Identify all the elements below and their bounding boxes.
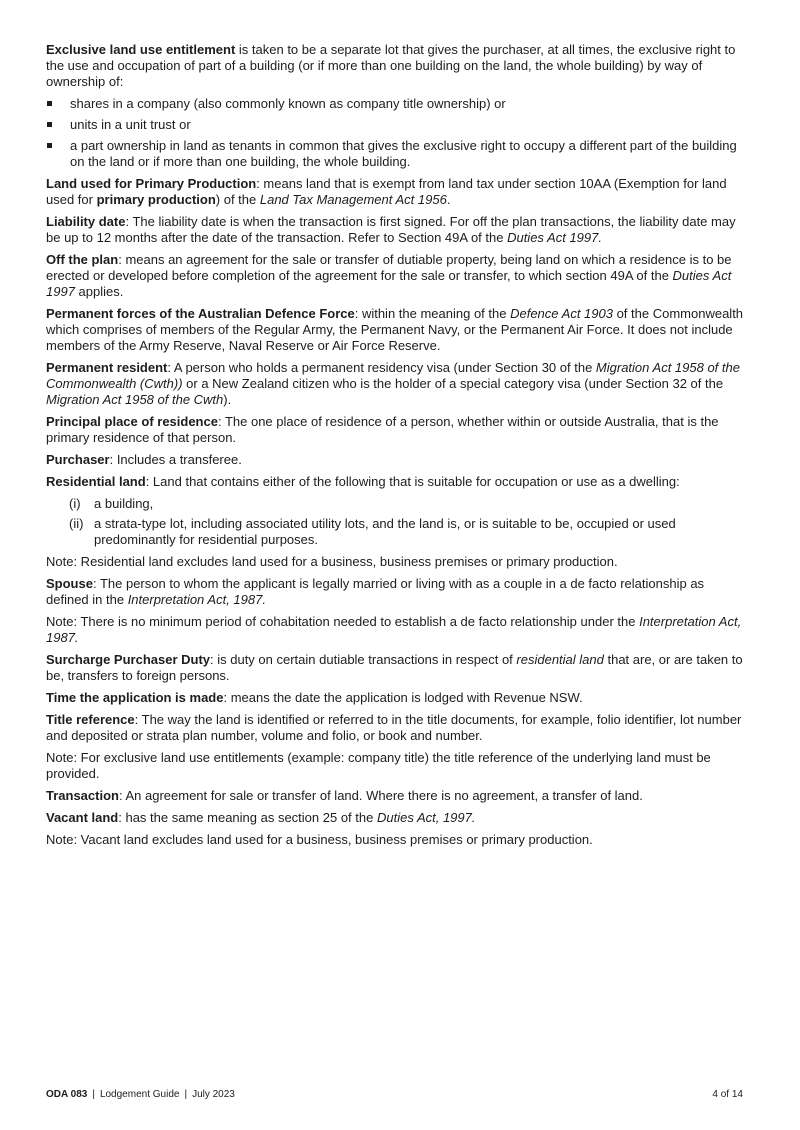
- list-item: units in a unit trust or: [46, 117, 746, 133]
- definition-surcharge-purchaser-duty: Surcharge Purchaser Duty: is duty on certain dutiable transactions in respect of residential land that are, or are taken to be, transfers to foreign persons.: [46, 652, 743, 683]
- definition-principal-residence: Principal place of residence: The one place of residence of a person, whether within or outside Australia, that is the primary residence of that person.: [46, 414, 719, 445]
- form-code: ODA 083: [46, 1089, 88, 1100]
- ownership-bullet-list: [46, 96, 746, 170]
- definition-permanent-forces: Permanent forces of the Australian Defence Force: within the meaning of the Defence Act 1903 of the Commonwealth which comprises of members of the Regular Army, the Permanent Navy, or the Permanent Air Force. It does not include members of the Army Reserve, Naval Reserve or Air Force Reserve.: [46, 306, 744, 353]
- definition-time-application-made: Time the application is made: means the date the application is lodged with Revenue NSW.: [46, 690, 583, 705]
- document-body: [46, 42, 746, 854]
- footer-document-info: [46, 1089, 235, 1101]
- footer-separator: |: [184, 1089, 188, 1100]
- definition-off-the-plan: Off the plan: means an agreement for the sale or transfer of dutiable property, being land on which a residence is to be erected or developed before completion of the agreement for the sale or transfer, to which section 49A of the Duties Act 1997 applies.: [46, 252, 732, 299]
- term: Title reference: [46, 712, 135, 727]
- term: Surcharge Purchaser Duty: [46, 652, 211, 667]
- term: Permanent forces of the Australian Defence Force: [46, 306, 355, 321]
- definition-liability-date: Liability date: The liability date is when the transaction is first signed. For off the plan transactions, the liability date may be up to 12 months after the date of the transaction. Refer to Section 49A of the Duties Act 1997.: [46, 214, 736, 245]
- note-cohabitation: Note: There is no minimum period of cohabitation needed to establish a de facto relationship under the Interpretation Act, 1987.: [46, 614, 742, 645]
- term: Transaction: [46, 788, 119, 803]
- term: Principal place of residence: [46, 414, 218, 429]
- guide-name: Lodgement Guide: [99, 1089, 180, 1100]
- definition-vacant-land: Vacant land: has the same meaning as section 25 of the Duties Act, 1997.: [46, 810, 476, 825]
- term: Off the plan: [46, 252, 119, 267]
- residential-land-list: [46, 496, 746, 548]
- term: Vacant land: [46, 810, 119, 825]
- term: Permanent resident: [46, 360, 168, 375]
- term: Liability date: [46, 214, 126, 229]
- definition-transaction: Transaction: An agreement for sale or transfer of land. Where there is no agreement, a transfer of land.: [46, 788, 643, 803]
- term: Residential land: [46, 474, 146, 489]
- footer-separator: |: [92, 1089, 95, 1100]
- definition-exclusive-land-use: Exclusive land use entitlement is taken to be a separate lot that gives the purchaser, at all times, the exclusive right to the use and occupation of part of a building (or if more than one building on the land, the whole building) by way of ownership of:: [46, 42, 736, 89]
- list-item: (ii) a strata-type lot, including associated utility lots, and the land is, or is suitable to be, occupied or used predominantly for residential purposes.: [69, 516, 676, 547]
- term: Land used for Primary Production: [46, 176, 257, 191]
- note-residential-land: Note: Residential land excludes land used for a business, business premises or primary production.: [46, 554, 618, 569]
- definition-purchaser: Purchaser: Includes a transferee.: [46, 452, 242, 467]
- definition-permanent-resident: Permanent resident: A person who holds a permanent residency visa (under Section 30 of the Migration Act 1958 of the Commonwealth (Cwth)) or a New Zealand citizen who is the holder of a special category visa (under Section 32 of the Migration Act 1958 of the Cwth).: [46, 360, 740, 407]
- bullet-square-icon: [47, 122, 52, 127]
- term: Exclusive land use entitlement: [46, 42, 236, 57]
- term: Purchaser: [46, 452, 110, 467]
- list-item: (i) a building,: [69, 496, 154, 511]
- definition-spouse: Spouse: The person to whom the applicant is legally married or living with as a couple in a de facto relationship as defined in the Interpretation Act, 1987.: [46, 576, 705, 607]
- term: Time the application is made: [46, 690, 224, 705]
- list-item: shares in a company (also commonly known as company title ownership) or: [46, 96, 746, 112]
- term: Spouse: [46, 576, 93, 591]
- list-item: a part ownership in land as tenants in common that gives the exclusive right to occupy a different part of the building on the land or if more than one building, the whole building.: [46, 138, 746, 170]
- note-title-reference: Note: For exclusive land use entitlements (example: company title) the title reference of the underlying land must be provided.: [46, 750, 711, 781]
- definition-title-reference: Title reference: The way the land is identified or referred to in the title documents, for example, folio identifier, lot number and deposited or strata plan number, volume and folio, or book and number.: [46, 712, 742, 743]
- definition-residential-land: Residential land: Land that contains either of the following that is suitable for occupation or use as a dwelling:: [46, 474, 680, 489]
- bullet-square-icon: [47, 143, 52, 148]
- bullet-square-icon: [47, 101, 52, 106]
- page-number: 4 of 14: [712, 1089, 743, 1100]
- note-vacant-land: Note: Vacant land excludes land used for a business, business premises or primary production.: [46, 832, 593, 847]
- definition-primary-production: Land used for Primary Production: means land that is exempt from land tax under section 10AA (Exemption for land used for primary production) of the Land Tax Management Act 1956.: [46, 176, 727, 207]
- footer-date: July 2023: [192, 1089, 235, 1100]
